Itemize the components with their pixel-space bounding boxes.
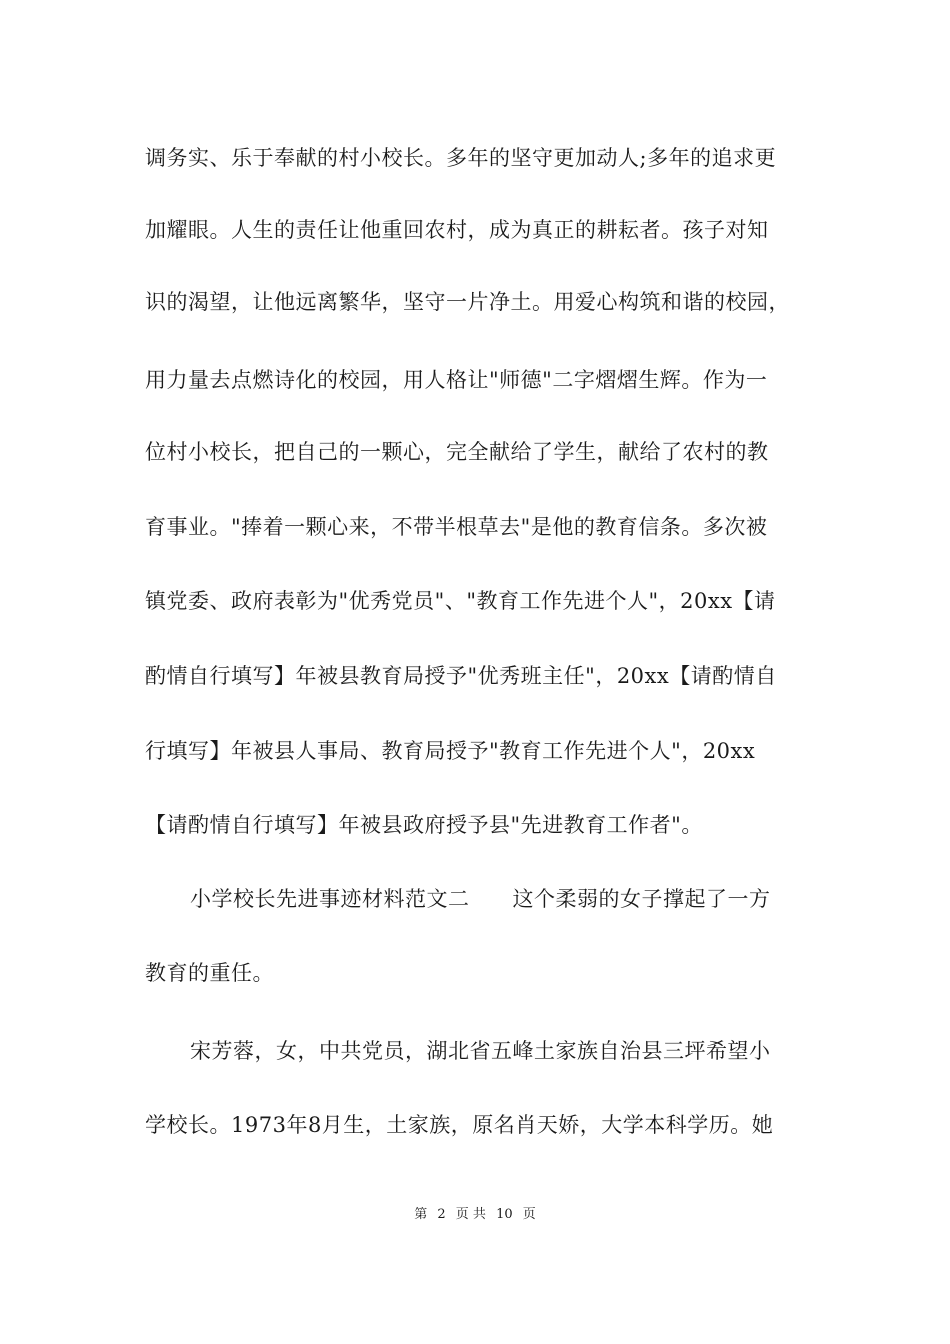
text-line-9: 行填写】年被县人事局、教育局授予"教育工作先进个人"，20xx — [145, 739, 756, 763]
page-footer — [0, 1206, 950, 1224]
footer-current-page: 2 — [437, 1207, 446, 1222]
text-line-7: 镇党委、政府表彰为"优秀党员"、"教育工作先进个人"，20xx【请 — [145, 589, 776, 613]
text-line-14: 学校长。1973年8月生，土家族，原名肖天娇，大学本科学历。她 — [145, 1113, 774, 1137]
text-line-12: 教育的重任。 — [145, 961, 274, 985]
section-heading-line: 小学校长先进事迹材料范文二 这个柔弱的女子撑起了一方 — [190, 887, 771, 911]
footer-prefix: 第 — [414, 1207, 428, 1222]
footer-mid: 页 共 — [455, 1207, 486, 1222]
text-line-13: 宋芳蓉，女，中共党员，湖北省五峰土家族自治县三坪希望小 — [190, 1039, 771, 1063]
text-line-6: 育事业。"捧着一颗心来，不带半根草去"是他的教育信条。多次被 — [145, 515, 768, 539]
text-line-4: 用力量去点燃诗化的校园，用人格让"师德"二字熠熠生辉。作为一 — [145, 368, 768, 392]
footer-suffix: 页 — [522, 1207, 536, 1222]
footer-total-pages: 10 — [496, 1207, 513, 1222]
text-line-8: 酌情自行填写】年被县教育局授予"优秀班主任"，20xx【请酌情自 — [145, 664, 777, 688]
text-line-2: 加耀眼。人生的责任让他重回农村，成为真正的耕耘者。孩子对知 — [145, 218, 769, 242]
text-line-5: 位村小校长，把自己的一颗心，完全献给了学生，献给了农村的教 — [145, 440, 769, 464]
text-line-3: 识的渴望，让他远离繁华，坚守一片净土。用爱心构筑和谐的校园， — [145, 290, 790, 314]
text-line-10: 【请酌情自行填写】年被县政府授予县"先进教育工作者"。 — [145, 813, 703, 837]
text-line-1: 调务实、乐于奉献的村小校长。多年的坚守更加动人;多年的追求更 — [145, 146, 777, 170]
